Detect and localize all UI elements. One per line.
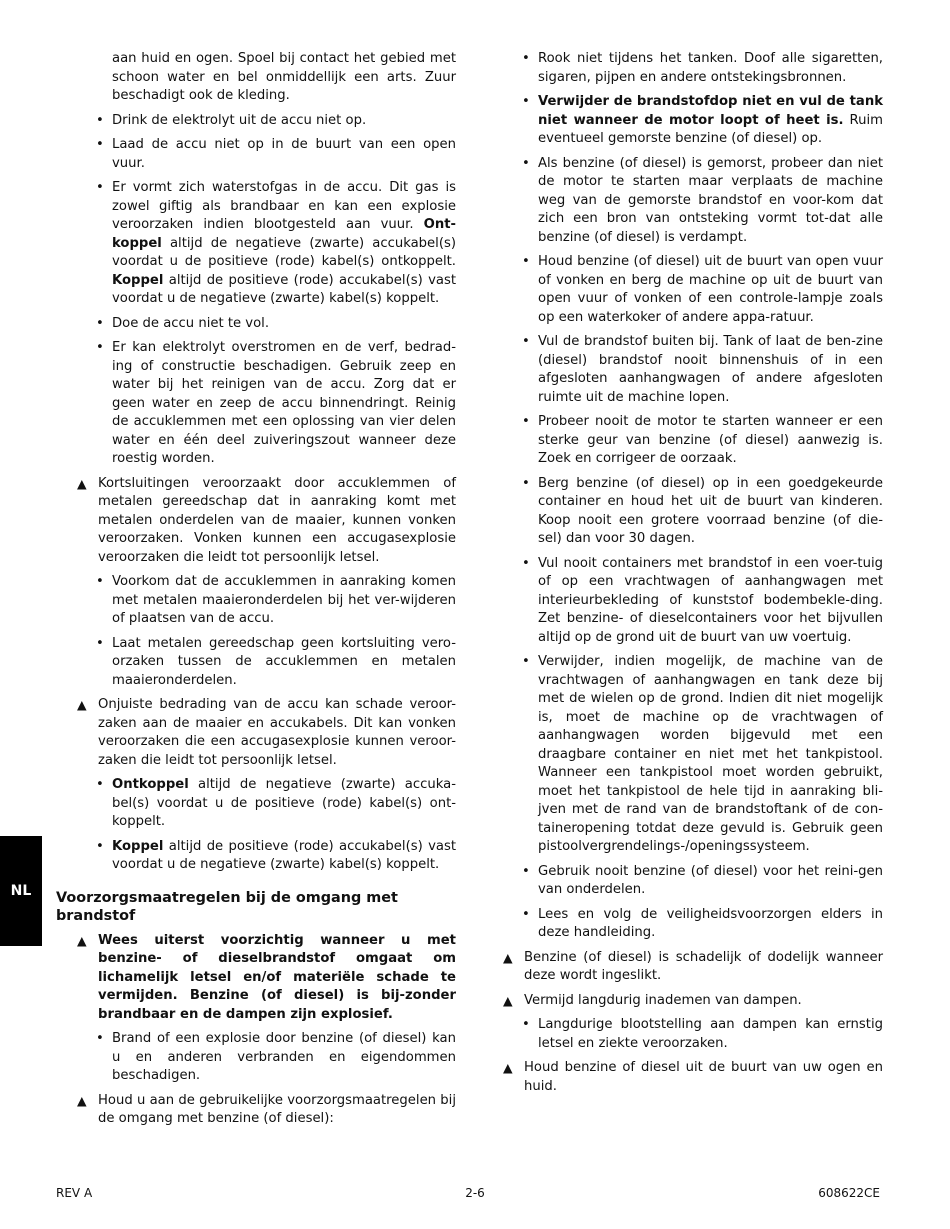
bullet-text: altijd de positieve (rode) accukabel(s) vast voordat u de negatieve (zwarte) kabel(s) koppelt.: [112, 272, 456, 306]
bold-text: Koppel: [112, 838, 164, 854]
warning-triangle-icon: ▲: [503, 949, 513, 965]
bullet-icon: •: [522, 254, 530, 269]
bold-text: Koppel: [112, 272, 164, 288]
bullet-text: Langdurige blootstelling aan dampen kan ernstig letsel en ziekte veroorzaken.: [538, 1017, 883, 1051]
bold-text: Ont-koppel: [112, 217, 456, 251]
bullet-item: [503, 475, 883, 549]
bullet-item: [503, 555, 883, 648]
bullet-item: [56, 776, 456, 832]
warning-item: [503, 992, 883, 1011]
warning-text-bold: Wees uiterst voorzichtig wanneer u met benzine- of dieselbrandstof omgaat om lichamelijk letsel en/of materiële schade te vermijden. Benzine (of diesel) is bij-zonder brandbaar en de dampen zijn explosief.: [98, 932, 456, 1022]
bullet-text: Voorkom dat de accuklemmen in aanraking komen met metalen maaieronderdelen bij het ver-wijderen of plaatsen van de accu.: [112, 574, 456, 626]
footer-page-number: 2-6: [465, 1186, 485, 1200]
bullet-icon: •: [96, 635, 104, 651]
language-tab-label: NL: [10, 883, 32, 899]
warning-item: [56, 475, 456, 568]
bullet-item: [503, 413, 883, 469]
warning-text: Houd u aan de gebruikelijke voorzorgsmaatregelen bij de omgang met benzine (of diesel):: [98, 1092, 456, 1126]
bullet-text: altijd de negatieve (zwarte) accuka-bel(s) voordat u de positieve (rode) kabel(s) ont-koppelt.: [112, 777, 456, 829]
bullet-text: Brand of een explosie door benzine (of diesel) kan u en anderen verbranden en eigendommen beschadigen.: [112, 1031, 456, 1083]
bullet-text: Vul de brandstof buiten bij. Tank of laat de ben-zine (diesel) brandstof nooit binnenshuis of in een afgesloten aanhangwagen of andere afgesloten ruimte uit de machine lopen.: [538, 334, 883, 405]
bullet-text: altijd de negatieve (zwarte) accukabel(s) voordat u de positieve (rode) kabel(s) ontkoppelt.: [112, 235, 456, 269]
bullet-text: Vul nooit containers met brandstof in een voer-tuig of op een vrachtwagen of aanhangwagen met interieurbekleding of kunststof bodembekle-ding. Zet benzine- of dieselcontainers voor het bijvullen altijd op de grond uit de buurt van uw voertuig.: [538, 555, 883, 645]
section-heading: Voorzorgsmaatregelen bij de omgang met brandstof: [56, 889, 398, 924]
bullet-icon: •: [522, 51, 530, 66]
bullet-icon: •: [522, 414, 530, 429]
warning-triangle-icon: ▲: [503, 992, 513, 1008]
bullet-item: [503, 653, 883, 857]
bullet-text: Laad de accu niet op in de buurt van een open vuur.: [112, 137, 456, 171]
warning-triangle-icon: ▲: [503, 1060, 513, 1075]
bullet-text: Doe de accu niet te vol.: [112, 315, 270, 331]
warning-triangle-icon: ▲: [77, 475, 87, 491]
bullet-text: Laat metalen gereedschap geen kortsluiting vero-orzaken tussen de accuklemmen en metalen maaieronderdelen.: [112, 635, 456, 688]
warning-text: Onjuiste bedrading van de accu kan schade veroor-zaken aan de maaier en accukabels. Dit kan vonken veroorzaken die een accugasexplosie kunnen veroor-zaken die leidt tot persoonlijk letsel.: [98, 697, 456, 768]
bullet-text: Gebruik nooit benzine (of diesel) voor het reini-gen van onderdelen.: [538, 863, 883, 897]
warning-text: Vermijd langdurig inademen van dampen.: [524, 992, 802, 1008]
warning-triangle-icon: ▲: [77, 932, 87, 948]
bullet-text: Als benzine (of diesel) is gemorst, probeer dan niet de motor te starten maar verplaats de machine weg van de gemorste brandstof en voor-kom dat zich een bron van ontsteking vormt tot-dat alle benzine (of diesel) is verdampt.: [538, 155, 883, 245]
warning-item: [56, 1092, 456, 1129]
bullet-icon: •: [96, 180, 104, 195]
bullet-icon: •: [96, 574, 104, 589]
bullet-text: Er kan elektrolyt overstromen en de verf, bedrad-ing of constructie beschadigen. Gebruik zeep en water bij het reinigen van de accu. Zorg dat er geen water en zeep de accu binnendringt. Reinig de accuklemmen met een oplossing van vier delen water en één deel zuiveringszout wanneer deze roestig worden.: [112, 340, 456, 466]
bullet-icon: •: [522, 1017, 530, 1032]
bullet-item: [56, 112, 456, 131]
bullet-text: altijd de positieve (rode) accukabel(s) vast voordat u de negatieve (zwarte) kabel(s) koppelt.: [112, 838, 456, 872]
bullet-item: [56, 179, 456, 309]
language-tab: [0, 836, 42, 946]
warning-triangle-icon: ▲: [77, 697, 87, 712]
bold-text: Ontkoppel: [112, 777, 189, 792]
bullet-icon: •: [522, 475, 530, 491]
bullet-item: [56, 838, 456, 875]
bold-text: Verwijder de brandstofdop niet en vul de tank niet wanneer de motor loopt of heet is.: [538, 94, 883, 128]
bullet-text: Berg benzine (of diesel) op in een goedgekeurde container en houd het uit de buurt van kinderen. Koop nooit een grotere voorraad benzine (of die-sel) dan voor 30 dagen.: [538, 475, 883, 546]
warning-item: [56, 696, 456, 770]
bullet-text: Rook niet tijdens het tanken. Doof alle sigaretten, sigaren, pijpen en andere ontstekingsbronnen.: [538, 51, 883, 85]
bullet-item: [503, 906, 883, 943]
bullet-item: [56, 315, 456, 334]
bullet-icon: •: [96, 1031, 104, 1046]
warning-triangle-icon: ▲: [77, 1092, 87, 1108]
bullet-item: [503, 253, 883, 327]
bullet-item: [56, 635, 456, 691]
warning-item: [503, 1059, 883, 1096]
bullet-icon: •: [96, 777, 104, 792]
bullet-icon: •: [522, 654, 530, 669]
bullet-text: Houd benzine (of diesel) uit de buurt van open vuur of vonken en berg de machine op uit de buurt van open vuur of vonken of een controle-lampje zoals op een waterkoker of andere appa-ratuur.: [538, 254, 883, 325]
bullet-item: [503, 50, 883, 87]
warning-text: Kortsluitingen veroorzaakt door accuklemmen of metalen gereedschap dat in aanraking komt met metalen onderdelen van de maaier, kunnen vonken veroorzaken. Vonken kunnen een accugasexplosie veroorzaken die leidt tot persoonlijk letsel.: [98, 475, 456, 565]
bullet-icon: •: [522, 94, 530, 109]
bullet-text: Verwijder, indien mogelijk, de machine van de vrachtwagen of aanhangwagen en tank deze bij met de wielen op de grond. Indien dit niet mogelijk is, moet de machine op de vrachtwagen of aanhangwagen worden bijgevuld met een draagbare container en niet met het tankpistool. Wanneer een tankpistool moet worden gebruikt, moet het tankpistool de hele tijd in aanraking bli-jven met de rand van de brandstoftank of de con-taineropening totdat deze gevuld is. Gebruik geen pistoolvergrendelings-/openingssysteem.: [538, 654, 883, 854]
bullet-icon: •: [96, 137, 104, 152]
right-column: [503, 50, 883, 1102]
bullet-icon: •: [522, 334, 530, 349]
bullet-item: [503, 333, 883, 407]
left-column: [56, 50, 456, 1135]
bullet-icon: •: [522, 863, 530, 879]
warning-item: [503, 949, 883, 986]
warning-text: Houd benzine of diesel uit de buurt van uw ogen en huid.: [524, 1060, 883, 1094]
bullet-item: [56, 339, 456, 469]
bullet-text: Er vormt zich waterstofgas in de accu. Dit gas is zowel giftig als brandbaar en kan een explosie veroorzaken indien blootgesteld aan vuur.: [112, 180, 456, 232]
bullet-item: [56, 136, 456, 173]
bullet-item: [56, 1030, 456, 1086]
bullet-text: Drink de elektrolyt uit de accu niet op.: [112, 112, 367, 128]
bullet-text: Lees en volg de veiligheidsvoorzorgen elders in deze handleiding.: [538, 906, 883, 940]
bullet-item: [503, 1016, 883, 1053]
bullet-icon: •: [96, 340, 104, 355]
bullet-icon: •: [96, 112, 104, 128]
warning-item: [56, 932, 456, 1025]
bullet-icon: •: [96, 315, 104, 331]
warning-text: Benzine (of diesel) is schadelijk of dodelijk wanneer deze wordt ingeslikt.: [524, 949, 883, 983]
bullet-icon: •: [522, 906, 530, 922]
bullet-icon: •: [522, 555, 530, 571]
bullet-text: Ruim eventueel gemorste benzine (of diesel) op.: [538, 112, 883, 146]
bullet-item: [503, 93, 883, 149]
bullet-icon: •: [522, 155, 530, 171]
bullet-item: [503, 155, 883, 248]
bullet-item: [503, 863, 883, 900]
bullet-icon: •: [96, 838, 104, 854]
bullet-text: Probeer nooit de motor te starten wanneer er een sterke geur van benzine (of diesel) aanwezig is. Zoek en corrigeer de oorzaak.: [538, 414, 883, 466]
footer-document-number: 608622CE: [818, 1186, 880, 1200]
footer-revision: REV A: [56, 1186, 93, 1200]
bullet-item: [56, 573, 456, 629]
paragraph-continuation: aan huid en ogen. Spoel bij contact het gebied met schoon water en bel onmiddellijk een arts. Zuur beschadigt ook de kleding.: [112, 51, 456, 103]
